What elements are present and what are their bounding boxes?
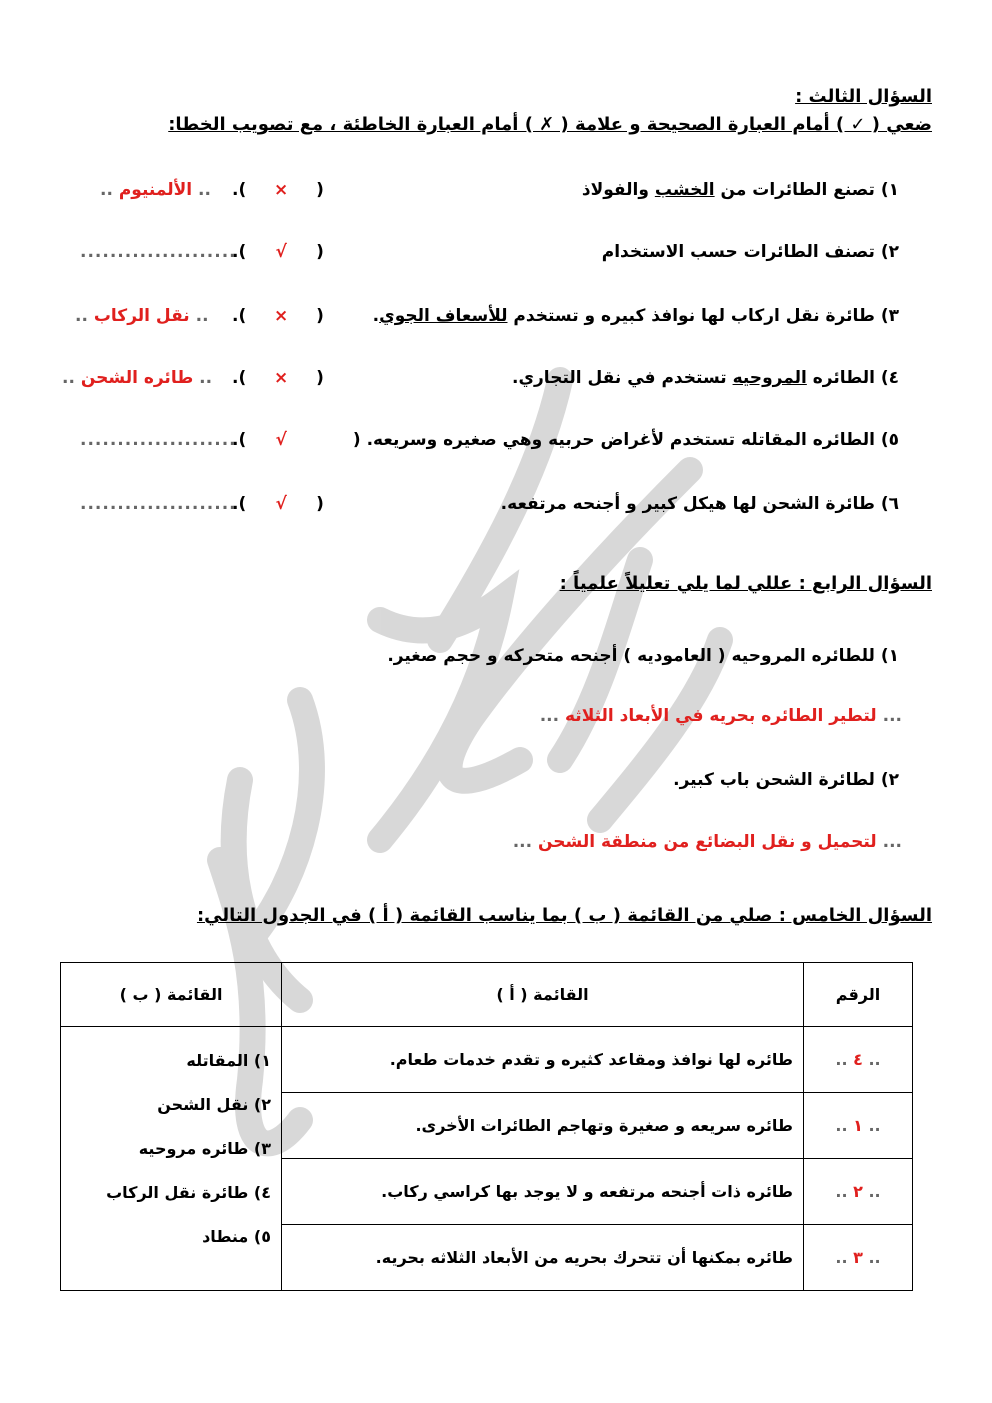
answer-cell: .. ٤ .. xyxy=(804,1027,913,1093)
item-number: ٣) xyxy=(880,306,899,326)
item-number: ٢) xyxy=(880,242,899,262)
header-list-b: القائمة ( ب ) xyxy=(61,963,282,1027)
statement-text: الطائره xyxy=(812,368,875,388)
correction-text: الألمنيوم xyxy=(118,180,193,200)
q5-title: السؤال الخامس : صلي من القائمة ( ب ) بما يناسب القائمة ( أ ) في الجدول التالي: xyxy=(196,905,932,926)
list-b-item xyxy=(71,1083,271,1127)
blank-line-6: ..................... xyxy=(80,494,237,514)
item-number: ٥) xyxy=(880,430,899,450)
q3-item-5 xyxy=(353,430,899,450)
correction-text: طائره الشحن xyxy=(80,368,194,388)
correction-text: نقل الركاب xyxy=(93,306,190,326)
blank-line-5: ..................... xyxy=(80,430,237,450)
correction-3: .. نقل الركاب .. xyxy=(75,306,209,326)
item-number: ١) xyxy=(880,180,899,200)
q3-item-1 xyxy=(582,180,899,200)
answer-text: لتطير الطائره بحريه في الأبعاد الثلاثه xyxy=(565,706,877,726)
answer-cell: .. ٣ .. xyxy=(804,1225,913,1291)
header-list-a: القائمة ( أ ) xyxy=(282,963,804,1027)
item-number: ٤) xyxy=(880,368,899,388)
list-a-text: طائره لها نوافذ ومقاعد كثيره و تقدم خدمات طعام. xyxy=(282,1027,804,1093)
answer-mark: √ xyxy=(275,242,287,262)
mark-box-4: ( × ). xyxy=(232,368,324,388)
mark-box-5: √ ). xyxy=(232,430,310,450)
underlined-word: الخشب xyxy=(654,180,715,200)
item-number: ١) xyxy=(880,646,899,666)
statement-text-end: والفولاذ xyxy=(581,180,649,200)
item-label: المقاتله xyxy=(186,1051,249,1070)
statement-text-end: تستخدم في نقل التجاري. xyxy=(511,368,727,388)
q3-title: السؤال الثالث : xyxy=(795,86,932,107)
underlined-word: للأسعاف الجوي xyxy=(379,306,508,326)
matching-table xyxy=(60,962,913,1291)
q4-item-2 xyxy=(673,770,899,790)
answer-number: ٢ xyxy=(853,1182,863,1201)
item-label: طائره مروحيه xyxy=(138,1139,249,1158)
item-number: ٦) xyxy=(880,494,899,514)
q4-answer-2: ... لتحميل و نقل البضائع من منطقة الشحن ... xyxy=(512,832,902,852)
item-number: ٢) xyxy=(253,1095,271,1114)
blank-line-2: ..................... xyxy=(80,242,237,262)
list-a-text: طائره سريعه و صغيرة وتهاجم الطائرات الأخرى. xyxy=(282,1093,804,1159)
answer-mark: √ xyxy=(275,430,287,450)
answer-mark: × xyxy=(274,306,289,326)
question-text: للطائره المروحيه ( العاموديه ) أجنحه متحركه و حجم صغير. xyxy=(387,646,875,666)
q3-item-4 xyxy=(512,368,899,388)
list-b-cell xyxy=(61,1027,282,1291)
mark-box-6: ( √ ). xyxy=(232,494,324,514)
list-b-item xyxy=(71,1215,271,1259)
q3-item-3 xyxy=(373,306,899,326)
header-number: الرقم xyxy=(804,963,913,1027)
statement-text-end: . xyxy=(372,306,380,326)
item-label: طائرة نقل الركاب xyxy=(106,1183,249,1202)
statement-text: تصنع الطائرات من xyxy=(720,180,875,200)
answer-mark: × xyxy=(274,368,289,388)
q3-item-2 xyxy=(602,242,899,262)
q3-instruction: ضعي ( ✓ ) أمام العبارة الصحيحة و علامة ( ✗ ) أمام العبارة الخاطئة ، مع تصويب الخطا: xyxy=(168,114,932,135)
statement-text: الطائره المقاتله تستخدم لأغراض حربيه وهي صغيره وسريعه. ( xyxy=(352,430,875,450)
item-number: ٥) xyxy=(253,1227,271,1246)
underlined-word: المروحيه xyxy=(732,368,807,388)
answer-mark: √ xyxy=(275,494,287,514)
correction-1: .. الألمنيوم .. xyxy=(100,180,211,200)
answer-cell: .. ٢ .. xyxy=(804,1159,913,1225)
list-b-item xyxy=(71,1039,271,1083)
question-text: لطائرة الشحن باب كبير. xyxy=(673,770,875,790)
q4-answer-1: ... لتطير الطائره بحريه في الأبعاد الثلاثه ... xyxy=(539,706,902,726)
answer-text: لتحميل و نقل البضائع من منطقة الشحن xyxy=(538,832,877,852)
list-b-item xyxy=(71,1171,271,1215)
table-header-row xyxy=(61,963,913,1027)
answer-cell: .. ١ .. xyxy=(804,1093,913,1159)
mark-box-2: ( √ ). xyxy=(232,242,324,262)
correction-4: .. طائره الشحن .. xyxy=(62,368,213,388)
item-label: نقل الشحن xyxy=(157,1095,249,1114)
mark-box-1: ( × ). xyxy=(232,180,324,200)
mark-box-3: ( × ). xyxy=(232,306,324,326)
answer-mark: × xyxy=(274,180,289,200)
answer-number: ١ xyxy=(853,1116,863,1135)
list-a-text: طائره ذات أجنحه مرتفعه و لا يوجد بها كراسي ركاب. xyxy=(282,1159,804,1225)
statement-text: تصنف الطائرات حسب الاستخدام xyxy=(601,242,875,262)
item-number: ٣) xyxy=(253,1139,271,1158)
item-label: منطاد xyxy=(202,1227,249,1246)
statement-text: طائرة الشحن لها هيكل كبير و أجنحه مرتفعه. xyxy=(500,494,875,514)
table-row xyxy=(61,1027,913,1093)
list-a-text: طائره بمكنها أن تتحرك بحريه من الأبعاد الثلاثه بحريه. xyxy=(282,1225,804,1291)
answer-number: ٣ xyxy=(853,1248,863,1267)
q4-item-1 xyxy=(387,646,899,666)
item-number: ٤) xyxy=(253,1183,271,1202)
item-number: ٢) xyxy=(880,770,899,790)
q4-title: السؤال الرابع : عللي لما يلي تعليلاً علمياً : xyxy=(559,573,932,594)
list-b-item xyxy=(71,1127,271,1171)
q3-item-6 xyxy=(501,494,899,514)
answer-number: ٤ xyxy=(853,1050,863,1069)
item-number: ١) xyxy=(253,1051,271,1070)
statement-text: طائرة نقل اركاب لها نوافذ كبيره و تستخدم xyxy=(513,306,875,326)
